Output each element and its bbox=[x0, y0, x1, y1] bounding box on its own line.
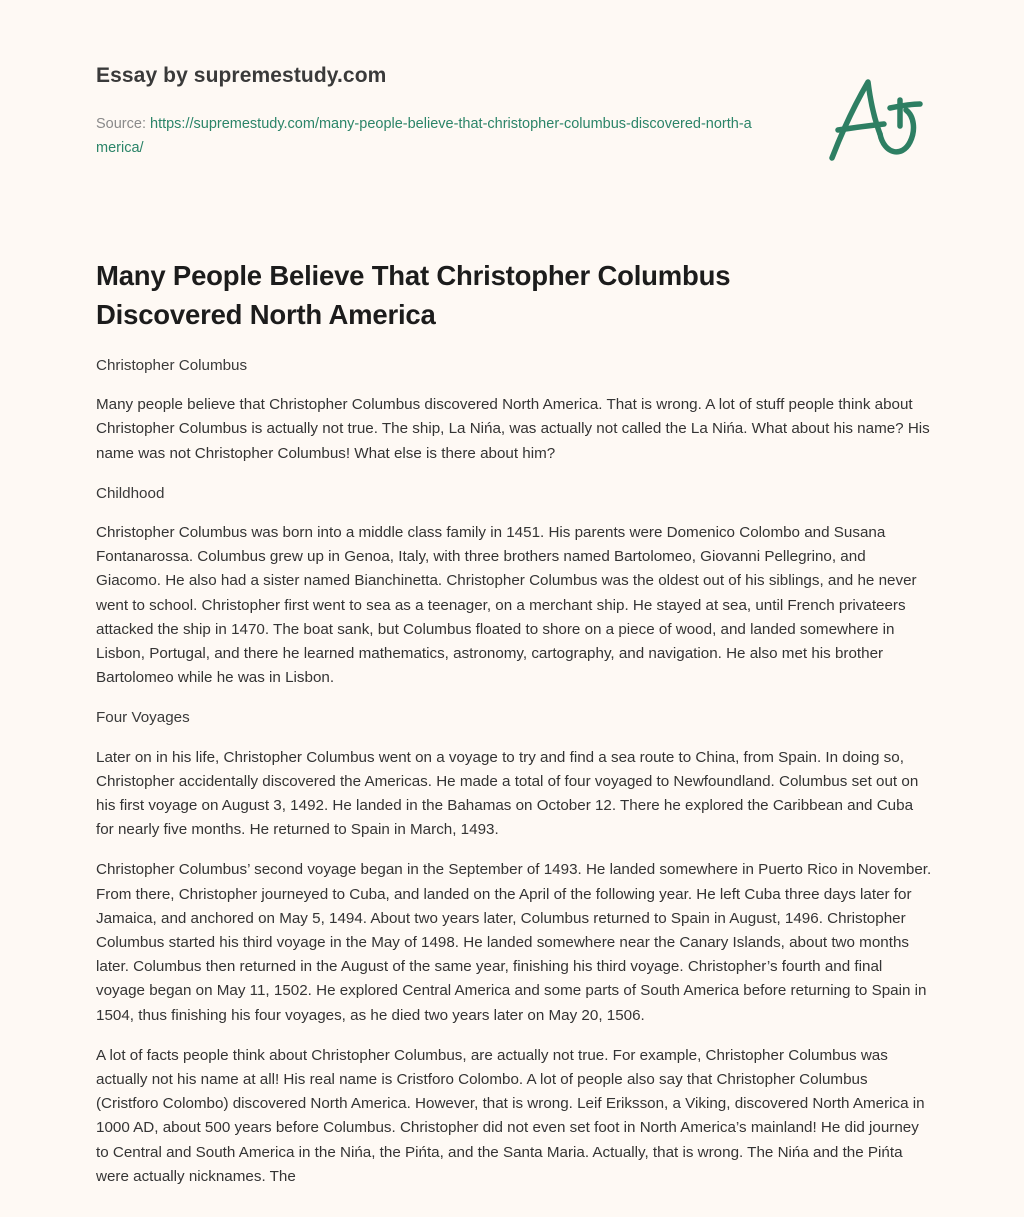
source-line bbox=[96, 112, 756, 160]
source-link[interactable]: https://supremestudy.com/many-people-believe-that-christopher-columbus-discovered-north-america/ bbox=[96, 116, 752, 156]
paragraph-first-voyage: Later on in his life, Christopher Columbus went on a voyage to try and find a sea route to China, from Spain. In doing so, Christopher accidentally discovered the Americas. He made a total of four voyaged to Newfoundland. Columbus set out on his first voyage on August 3, 1492. He landed in the Bahamas on October 12. There he explored the Caribbean and Cuba for nearly five months. He returned to Spain in March, 1493. bbox=[96, 748, 919, 839]
section-heading-childhood: Childhood bbox=[96, 484, 165, 502]
site-title: Essay by supremestudy.com bbox=[96, 64, 387, 87]
source-label: Source: bbox=[96, 116, 150, 132]
paragraph-intro: Many people believe that Christopher Columbus discovered North America. That is wrong. A lot of stuff people think about Christopher Columbus is actually not true. The ship, La Nińa, was actually not called the La Nińa. What about his name? His name was not Christopher Columbus! What else is there about him? bbox=[96, 396, 930, 462]
section-heading-christopher-columbus: Christopher Columbus bbox=[96, 357, 248, 374]
paragraph-myths: A lot of facts people think about Christopher Columbus, are actually not true. For example, Christopher Columbus was actually not his name at all! His real name is Cristforo Colombo. A lot of people also say that Christopher Columbus (Cristforo Colombo) discovered North America. However, that is wrong. Leif Eriksson, a Viking, discovered North America in 1000 AD, about 500 years before Columbus. Christopher did not even set foot in North America’s mainland! He did journey to Central and South America in the Nińa, the Pińta, and the Santa Maria. Actually, that is wrong. The Nińa and the Pińta were actually nicknames. The bbox=[96, 1046, 925, 1185]
essay-page bbox=[96, 0, 932, 1185]
section-heading-four-voyages: Four Voyages bbox=[96, 709, 190, 727]
paragraph-childhood: Christopher Columbus was born into a middle class family in 1451. His parents were Domenico Colombo and Susana Fontanarossa. Columbus grew up in Genoa, Italy, with three brothers named Bartolomeo, Giovanni Pellegrino, and Giacomo. He also had a sister named Bianchinetta. Christopher Columbus was the oldest out of his siblings, and he never went to school. Christopher first went to sea as a teenager, on a merchant ship. He stayed at sea, until French privateers attacked the ship in 1470. The boat sank, but Columbus floated to shore on a piece of wood, and landed somewhere in Lisbon, Portugal, and there he learned mathematics, astronomy, cartography, and navigation. He also met his brother Bartolomeo while he was in Lisbon. bbox=[96, 524, 917, 687]
article-body bbox=[96, 354, 932, 1205]
site-header bbox=[96, 0, 932, 200]
article-title: Many People Believe That Christopher Columbus Discovered North America bbox=[96, 260, 731, 330]
a-plus-logo-icon bbox=[824, 66, 934, 176]
paragraph-later-voyages: Christopher Columbus’ second voyage began in the September of 1493. He landed somewhere in Puerto Rico in November. From there, Christopher journeyed to Cuba, and landed on the April of the following year. He left Cuba three days later for Jamaica, and anchored on May 5, 1494. About two years later, Columbus returned to Spain in August, 1496. Christopher Columbus started his third voyage in the May of 1498. He landed somewhere near the Canary Islands, about two months later. Columbus then returned in the August of the same year, finishing his third voyage. Christopher’s fourth and final voyage began on May 11, 1502. He explored Central America and some parts of South America before returning to Spain in 1504, thus finishing his four voyages, as he died two years later on May 20, 1506. bbox=[96, 861, 932, 1024]
